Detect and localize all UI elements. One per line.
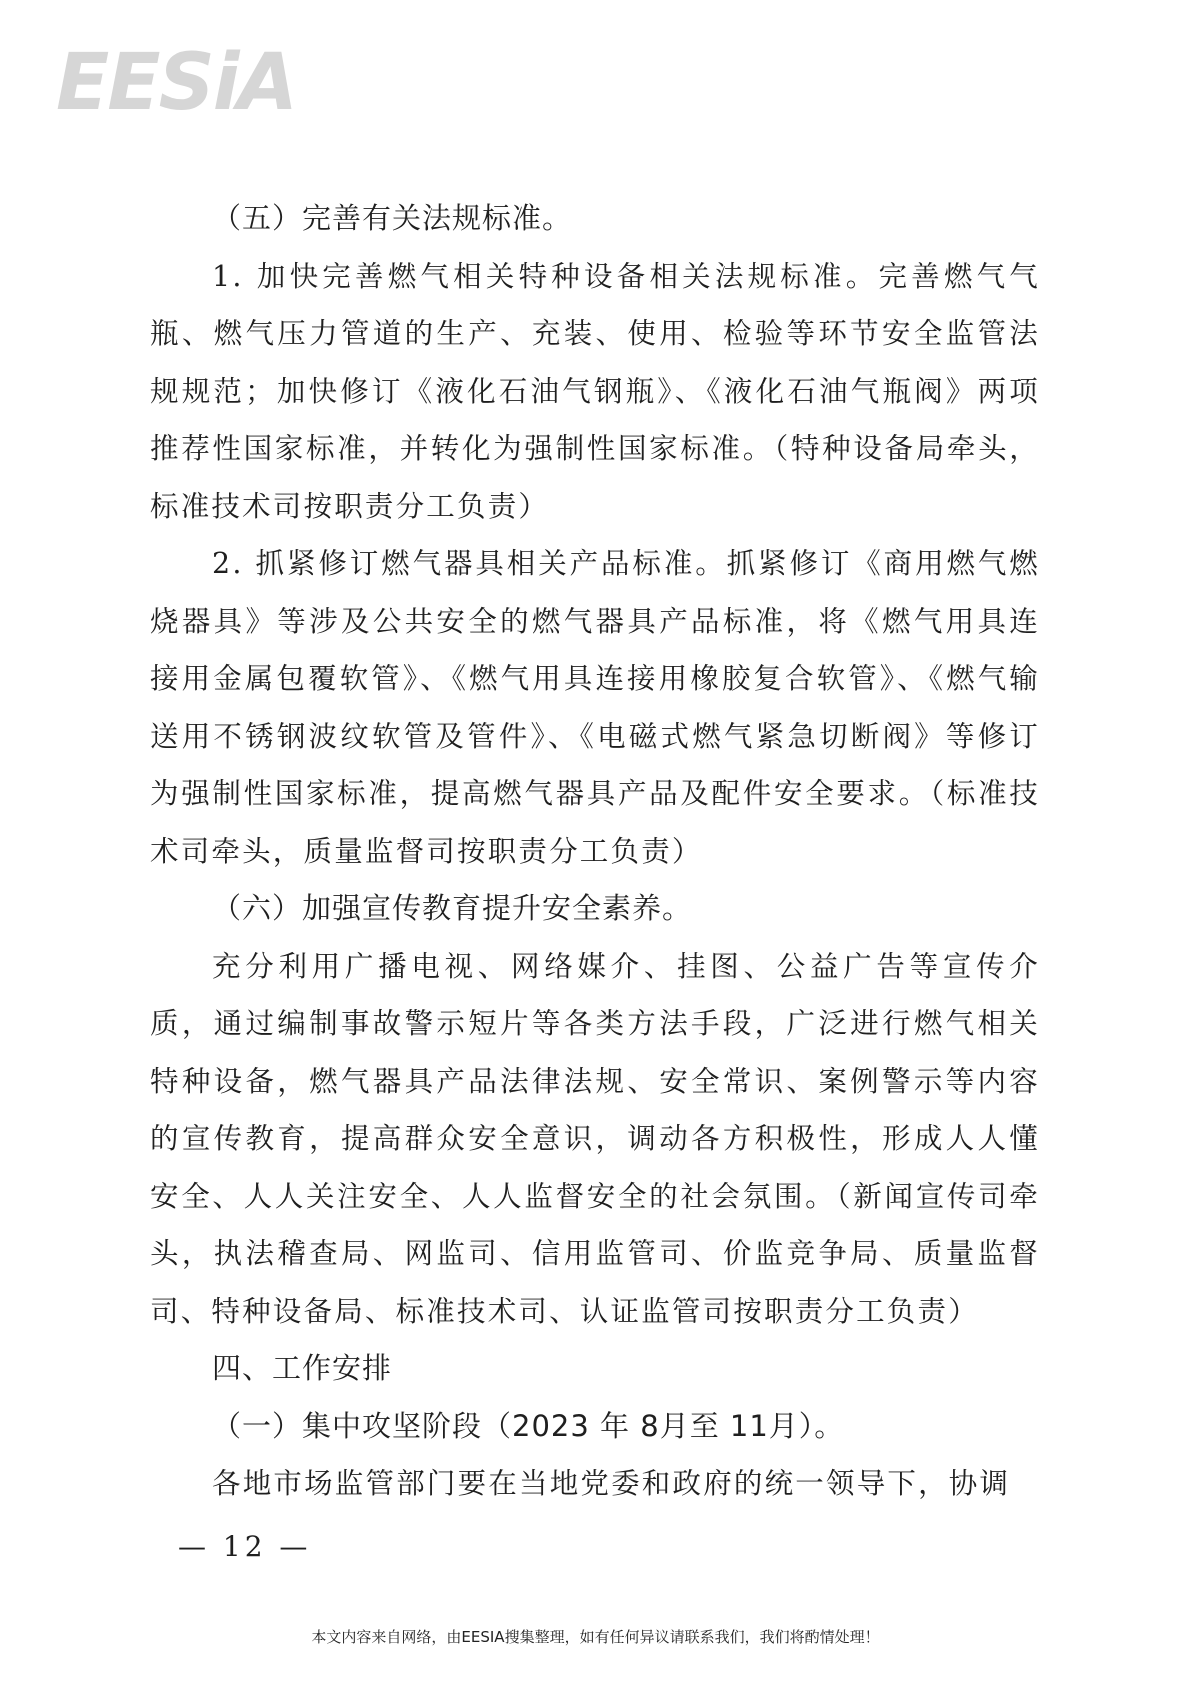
section-heading-work-arrangement: 四、工作安排	[212, 1351, 393, 1385]
section-heading-phase-one: （一）集中攻坚阶段（2023 年 8月至 11月）。	[212, 1408, 845, 1443]
paragraph-gas-appliance-standards: 2. 抓紧修订燃气器具相关产品标准。抓紧修订《商用燃气燃烧器具》等涉及公共安全的燃气器具产品标准，将《燃气用具连接用金属包覆软管》、《燃气用具连接用橡胶复合软管》、《燃气输送用不锈钢波纹软管及管件》、《电磁式燃气紧急切断阀》等修订为强制性国家标准，提高燃气器具产品及配件安全要求。（标准技术司牵头，质量监督司按职责分工负责）	[150, 547, 1040, 868]
paragraph-publicity-education: 充分利用广播电视、网络媒介、挂图、公益广告等宣传介质，通过编制事故警示短片等各类方法手段，广泛进行燃气相关特种设备，燃气器具产品法律法规、安全常识、案例警示等内容的宣传教育，提高群众安全意识，调动各方积极性，形成人人懂安全、人人关注安全、人人监督安全的社会氛围。（新闻宣传司牵头，执法稽查局、网监司、信用监管司、价监竞争局、质量监督司、特种设备局、标准技术司、认证监管司按职责分工负责）	[150, 949, 1040, 1328]
section-heading-five: （五）完善有关法规标准。	[212, 201, 573, 235]
footer-disclaimer: 本文内容来自网络，由EESIA搜集整理，如有任何异议请联系我们，我们将酌情处理！	[311, 1628, 880, 1646]
eesia-logo: EESiA	[56, 38, 296, 128]
paragraph-gas-equipment-regulations: 1. 加快完善燃气相关特种设备相关法规标准。完善燃气气瓶、燃气压力管道的生产、充装、使用、检验等环节安全监管法规规范；加快修订《液化石油气钢瓶》、《液化石油气瓶阀》两项推荐性国家标准，并转化为强制性国家标准。（特种设备局牵头，标准技术司按职责分工负责）	[150, 259, 1040, 523]
page-number: — 12 —	[178, 1530, 312, 1563]
document-body	[150, 190, 1040, 1513]
section-heading-six: （六）加强宣传教育提升安全素养。	[212, 891, 693, 925]
paragraph-phase-one-start: 各地市场监管部门要在当地党委和政府的统一领导下，协调	[212, 1467, 1011, 1500]
